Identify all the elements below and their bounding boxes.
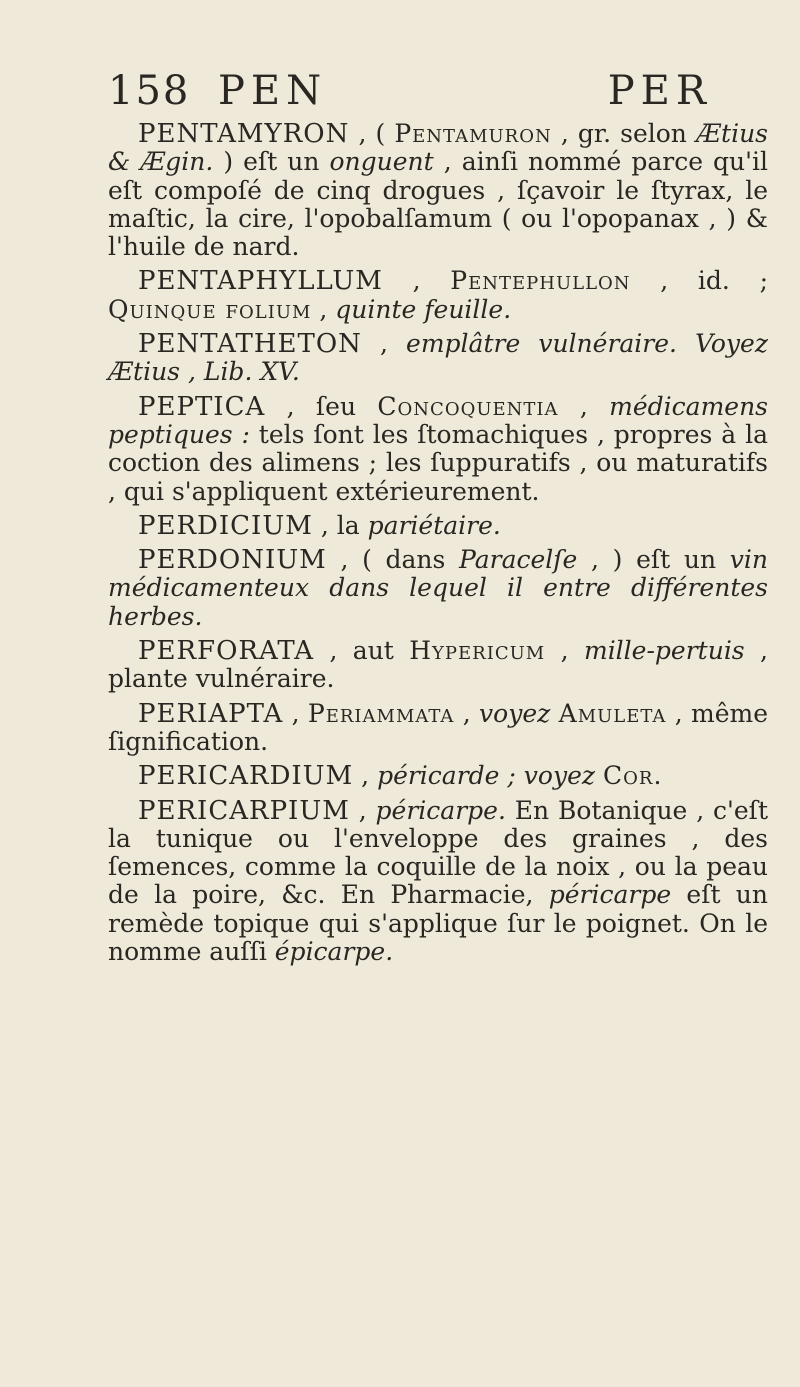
entry-text: tels ſont les ſtomachiques , propres à la coction des alimens ; les ſuppuratifs , ou maturatifs , qui s'appliquent extérieurement. bbox=[108, 419, 768, 506]
headword: PERDONIUM bbox=[138, 545, 327, 576]
entry-text: , ( dans bbox=[326, 545, 460, 575]
entry-italic: vin médicamenteux dans lequel il entre différentes herbes. bbox=[108, 545, 769, 631]
entry-perforata bbox=[108, 637, 768, 694]
entry-text bbox=[595, 761, 603, 790]
entry-text bbox=[677, 329, 695, 358]
headword: PERICARPIUM bbox=[138, 795, 350, 826]
entry-italic: mille-pertuis bbox=[583, 636, 745, 666]
entry-italic: péricarde ; voyez bbox=[377, 761, 596, 791]
entry-perdicium bbox=[108, 512, 768, 540]
entry-text: eſt un remède topique qui s'applique ſur le poignet. On le nomme auſſi bbox=[108, 880, 768, 967]
entry-pentaphyllum bbox=[108, 267, 768, 324]
headword: PEPTICA bbox=[138, 391, 266, 422]
entry-italic: pariétaire. bbox=[367, 510, 501, 540]
entry-pentatheton bbox=[108, 330, 768, 387]
entry-periapta bbox=[108, 700, 768, 757]
entry-italic: onguent bbox=[329, 147, 434, 177]
headword: PERICARDIUM bbox=[138, 761, 354, 792]
entry-italic: quinte feuille. bbox=[335, 294, 512, 324]
entry-text: , ainſi nommé parce qu'il eſt compoſé de cinq drogues , ſçavoir le ſtyrax, le maſtic, la cire, l'opobalſamum ( ou l'opopanax , ) & l'huile de nard. bbox=[108, 147, 768, 262]
entry-text: , id. ; bbox=[630, 266, 769, 296]
entry-smallcaps: Quinque folium bbox=[108, 294, 312, 324]
entry-smallcaps: Amuleta bbox=[558, 698, 667, 728]
entry-smallcaps: Cor. bbox=[603, 761, 663, 791]
header-right-word: PER bbox=[607, 68, 712, 114]
entry-pericarpium bbox=[108, 797, 768, 967]
entry-text: , bbox=[454, 698, 480, 728]
page-number: 158 bbox=[108, 68, 191, 114]
entry-italic: voyez bbox=[479, 698, 551, 728]
dictionary-body bbox=[108, 120, 768, 972]
entry-text: , bbox=[558, 391, 610, 421]
headword: PERFORATA bbox=[138, 636, 315, 667]
headword: PERIAPTA bbox=[138, 698, 284, 729]
entry-text: , ( bbox=[349, 119, 395, 148]
entry-italic: médicamens peptiques : bbox=[108, 391, 769, 449]
entry-smallcaps: Periammata bbox=[307, 698, 455, 728]
entry-italic: Voyez Ætius , Lib. XV. bbox=[108, 329, 768, 387]
entry-text: , ſeu bbox=[265, 391, 378, 421]
entry-italic: Paracelſe bbox=[459, 545, 578, 575]
entry-italic: péricarpe. bbox=[375, 795, 506, 825]
entry-text: , bbox=[382, 266, 451, 296]
entry-pericardium bbox=[108, 762, 768, 790]
entry-smallcaps: Hypericum bbox=[409, 636, 546, 666]
entry-text: , ) eſt un bbox=[577, 545, 730, 575]
entry-text: , bbox=[311, 294, 336, 324]
headword: PENTAPHYLLUM bbox=[138, 266, 383, 297]
entry-text: , bbox=[349, 795, 376, 825]
entry-italic: Ætius & Ægin. bbox=[108, 119, 768, 177]
entry-text: , bbox=[353, 761, 378, 791]
entry-smallcaps: Pentamuron bbox=[394, 119, 552, 148]
entry-perdonium bbox=[108, 546, 768, 631]
entry-text: En Botanique , c'eſt la tunique ou l'enveloppe des graines , des ſemences, comme la coquille de la noix , ou la peau de la poire, &c. En Pharmacie, bbox=[108, 795, 768, 910]
headword: PERDICIUM bbox=[138, 510, 313, 541]
entry-text: , aut bbox=[314, 636, 410, 666]
headword: PENTAMYRON bbox=[138, 119, 350, 149]
headword: PENTATHETON bbox=[138, 329, 362, 360]
entry-italic: emplâtre vulnéraire. bbox=[406, 329, 677, 359]
entry-text: , bbox=[283, 698, 308, 728]
entry-smallcaps: Concoquentia bbox=[377, 391, 559, 421]
entry-text: , gr. selon bbox=[551, 119, 696, 148]
header-left-word: PEN bbox=[218, 68, 328, 114]
entry-pentamyron bbox=[108, 120, 768, 261]
entry-text: , bbox=[545, 636, 584, 666]
entry-smallcaps: Pentephullon bbox=[450, 266, 631, 296]
entry-text: , la bbox=[312, 510, 368, 540]
entry-text: ) eſt un bbox=[213, 147, 330, 177]
entry-italic: épicarpe. bbox=[274, 937, 394, 967]
entry-text bbox=[550, 699, 558, 728]
entry-text: , plante vulnéraire. bbox=[108, 636, 769, 694]
entry-italic: péricarpe bbox=[548, 880, 672, 910]
entry-text: , bbox=[361, 329, 407, 359]
entry-peptica bbox=[108, 393, 768, 506]
entry-text: , même ſignification. bbox=[108, 698, 769, 756]
